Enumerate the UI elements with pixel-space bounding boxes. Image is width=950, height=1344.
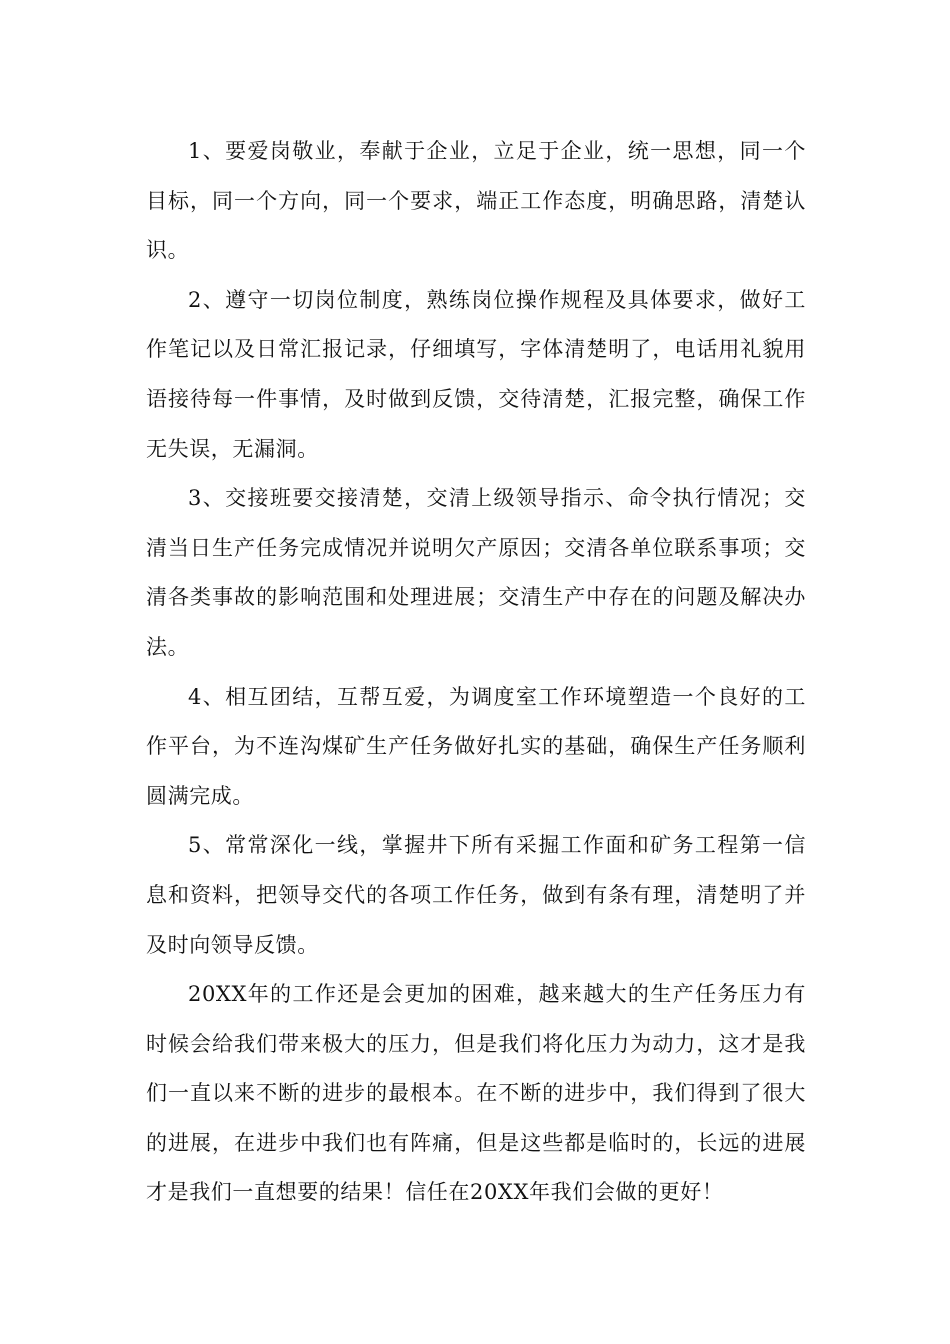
document-body (146, 127, 806, 1218)
paragraph-4: 4、相互团结，互帮互爱，为调度室工作环境塑造一个良好的工作平台，为不连沟煤矿生产任务做好扎实的基础，确保生产任务顺利圆满完成。 (146, 684, 806, 808)
paragraph-6: 20XX年的工作还是会更加的困难，越来越大的生产任务压力有时候会给我们带来极大的压力，但是我们将化压力为动力，这才是我们一直以来不断的进步的最根本。在不断的进步中，我们得到了很大的进展，在进步中我们也有阵痛，但是这些都是临时的，长远的进展才是我们一直想要的结果！信任在20XX年我们会做的更好！ (146, 982, 806, 1205)
paragraph-1: 1、要爱岗敬业，奉献于企业，立足于企业，统一思想，同一个目标，同一个方向，同一个要求，端正工作态度，明确思路，清楚认识。 (146, 139, 806, 263)
paragraph-3: 3、交接班要交接清楚，交清上级领导指示、命令执行情况；交清当日生产任务完成情况并说明欠产原因；交清各单位联系事项；交清各类事故的影响范围和处理进展；交清生产中存在的问题及解决办法。 (146, 486, 806, 659)
paragraph-5: 5、常常深化一线，掌握井下所有采掘工作面和矿务工程第一信息和资料，把领导交代的各项工作任务，做到有条有理，清楚明了并及时向领导反馈。 (146, 833, 806, 957)
paragraph-2: 2、遵守一切岗位制度，熟练岗位操作规程及具体要求，做好工作笔记以及日常汇报记录，仔细填写，字体清楚明了，电话用礼貌用语接待每一件事情，及时做到反馈，交待清楚，汇报完整，确保工作无失误，无漏洞。 (146, 287, 806, 461)
